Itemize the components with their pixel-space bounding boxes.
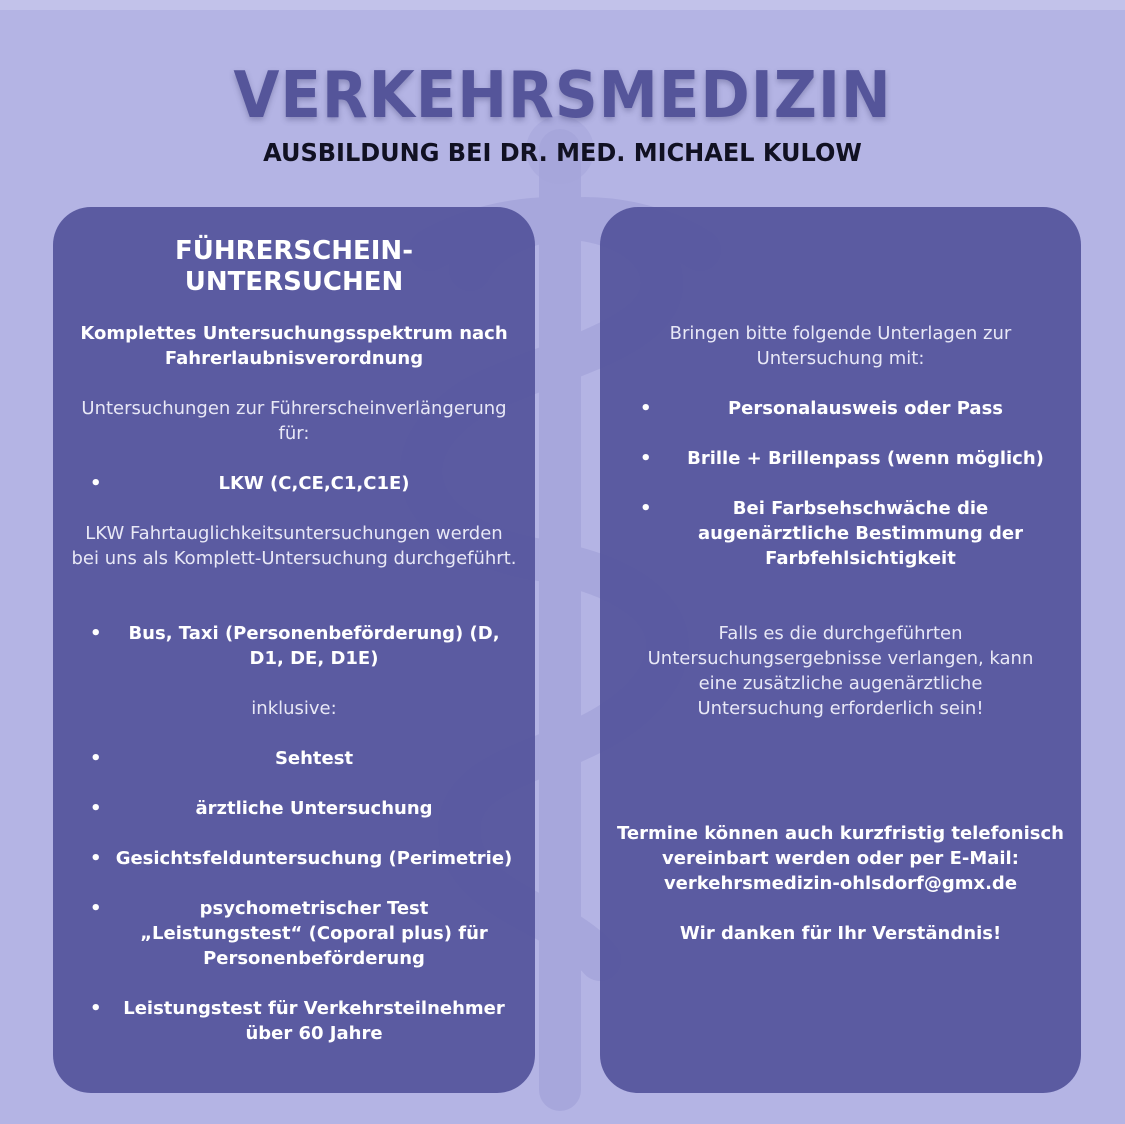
bullet-icon: • — [640, 398, 652, 419]
intro-text: Komplettes Untersuchungsspektrum nach Fahrerlaubnisverordnung — [80, 323, 508, 369]
documents-card — [600, 207, 1081, 1093]
list-item-label: psychometrischer Test „Leistungstest“ (Coporal plus) für Personenbeförderung — [140, 898, 488, 969]
list-item-label: Brille + Brillenpass (wenn möglich) — [687, 448, 1044, 469]
list-item-label: Sehtest — [274, 748, 354, 769]
bullet-icon: • — [640, 498, 652, 519]
lkw-note: LKW Fahrtauglichkeitsuntersuchungen werden bei uns als Komplett-Untersuchung durchgeführt. — [71, 523, 517, 569]
page-subtitle: AUSBILDUNG BEI DR. MED. MICHAEL KULOW — [263, 138, 862, 167]
page-title: VERKEHRSMEDIZIN — [233, 59, 892, 133]
thanks-text: Wir danken für Ihr Verständnis! — [679, 923, 1002, 944]
list-item-label: Personalausweis oder Pass — [727, 398, 1004, 419]
list-item-label: Bus, Taxi (Personenbeförderung) (D, D1, DE, D1E) — [128, 623, 500, 669]
bullet-icon: • — [90, 748, 102, 769]
bullet-icon: • — [90, 898, 102, 919]
followup-note: Falls es die durchgeführten Untersuchungsergebnisse verlangen, kann eine zusätzliche augenärztliche Untersuchung erforderlich sein! — [647, 623, 1034, 719]
card-title-line-2: UNTERSUCHEN — [184, 267, 404, 297]
documents-intro: Bringen bitte folgende Unterlagen zur Untersuchung mit: — [669, 323, 1012, 369]
renewal-text: Untersuchungen zur Führerscheinverlängerung für: — [81, 398, 507, 444]
card-title-line-1: FÜHRERSCHEIN- — [175, 236, 413, 266]
bullet-icon: • — [90, 998, 102, 1019]
list-item-label: ärztliche Untersuchung — [195, 798, 433, 819]
list-item-label: Gesichtsfelduntersuchung (Perimetrie) — [115, 848, 513, 869]
list-item-label: Bei Farbsehschwäche die augenärztliche Bestimmung der Farbfehlsichtigkeit — [698, 498, 1023, 569]
bullet-icon: • — [640, 448, 652, 469]
card-title — [53, 236, 535, 298]
list-item-label: LKW (C,CE,C1,C1E) — [218, 473, 410, 494]
list-item-label: Leistungstest für Verkehrsteilnehmer über 60 Jahre — [123, 998, 505, 1044]
contact-text: Termine können auch kurzfristig telefonisch vereinbart werden oder per E-Mail: verkehrsmedizin-ohlsdorf@gmx.de — [617, 823, 1064, 894]
bullet-icon: • — [90, 623, 102, 644]
bullet-icon: • — [90, 798, 102, 819]
inclusive-label: inklusive: — [251, 698, 337, 719]
bullet-icon: • — [90, 848, 102, 869]
bullet-icon: • — [90, 473, 102, 494]
exam-card — [53, 207, 535, 1093]
header — [0, 60, 1125, 168]
